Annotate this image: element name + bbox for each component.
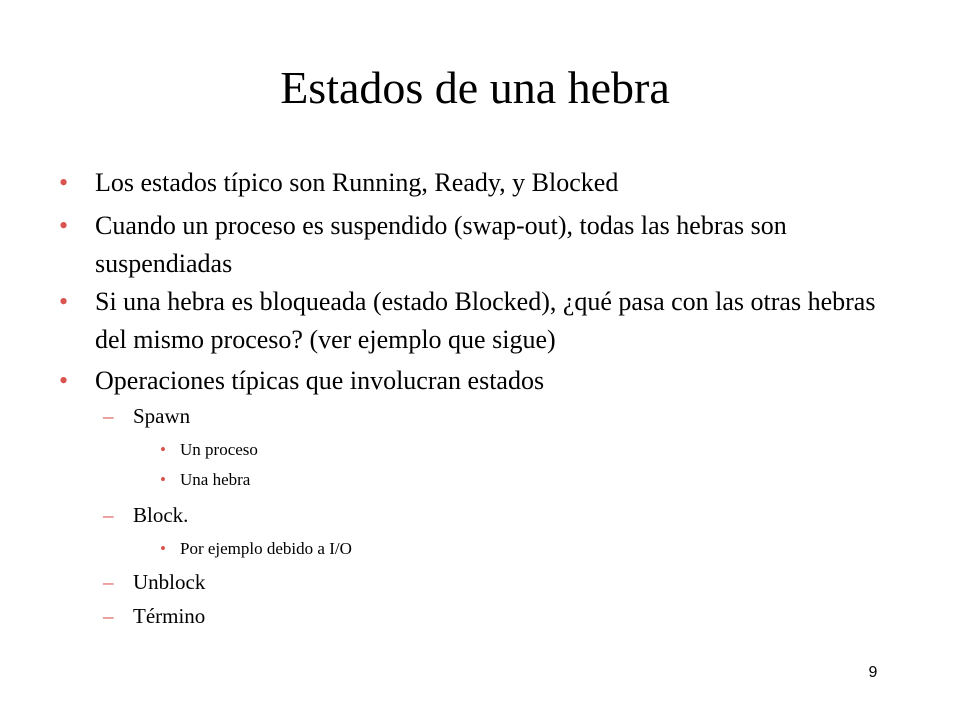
sub-item-text: Un proceso xyxy=(180,440,258,459)
bullet-icon: • xyxy=(59,168,69,197)
operation-label: Término xyxy=(133,604,206,628)
sub-item-una-hebra xyxy=(160,467,251,493)
bullet-icon: • xyxy=(160,440,166,459)
dash-icon: – xyxy=(103,503,114,527)
bullet-item-4 xyxy=(59,362,905,400)
page-number: 9 xyxy=(868,664,878,681)
bullet-text: Operaciones típicas que involucran estados xyxy=(95,366,545,395)
sub-item-por-ejemplo xyxy=(160,536,352,562)
bullet-icon: • xyxy=(59,211,69,240)
dash-icon: – xyxy=(103,570,114,594)
operation-unblock xyxy=(103,567,206,597)
bullet-item-2 xyxy=(59,207,905,283)
operation-block xyxy=(103,500,189,530)
sub-item-un-proceso xyxy=(160,437,258,463)
dash-icon: – xyxy=(103,604,114,628)
bullet-item-1 xyxy=(59,164,905,202)
bullet-icon: • xyxy=(59,366,69,395)
operation-label: Block. xyxy=(133,503,189,527)
operation-label: Unblock xyxy=(133,570,206,594)
sub-item-text: Por ejemplo debido a I/O xyxy=(180,539,352,558)
slide-title: Estados de una hebra xyxy=(280,62,670,113)
operation-label: Spawn xyxy=(133,404,191,428)
sub-item-text: Una hebra xyxy=(180,470,251,489)
dash-icon: – xyxy=(103,404,114,428)
bullet-icon: • xyxy=(160,470,166,489)
bullet-text: Si una hebra es bloqueada (estado Blocked), ¿qué pasa con las otras hebras del mismo proceso? (ver ejemplo que sigue) xyxy=(95,287,876,354)
bullet-text: Cuando un proceso es suspendido (swap-out), todas las hebras son suspendiadas xyxy=(95,211,787,278)
bullet-text: Los estados típico son Running, Ready, y Blocked xyxy=(95,168,619,197)
operation-spawn xyxy=(103,401,191,431)
bullet-icon: • xyxy=(160,539,166,558)
bullet-icon: • xyxy=(59,287,69,316)
operation-termino xyxy=(103,601,206,631)
bullet-item-3 xyxy=(59,283,905,359)
